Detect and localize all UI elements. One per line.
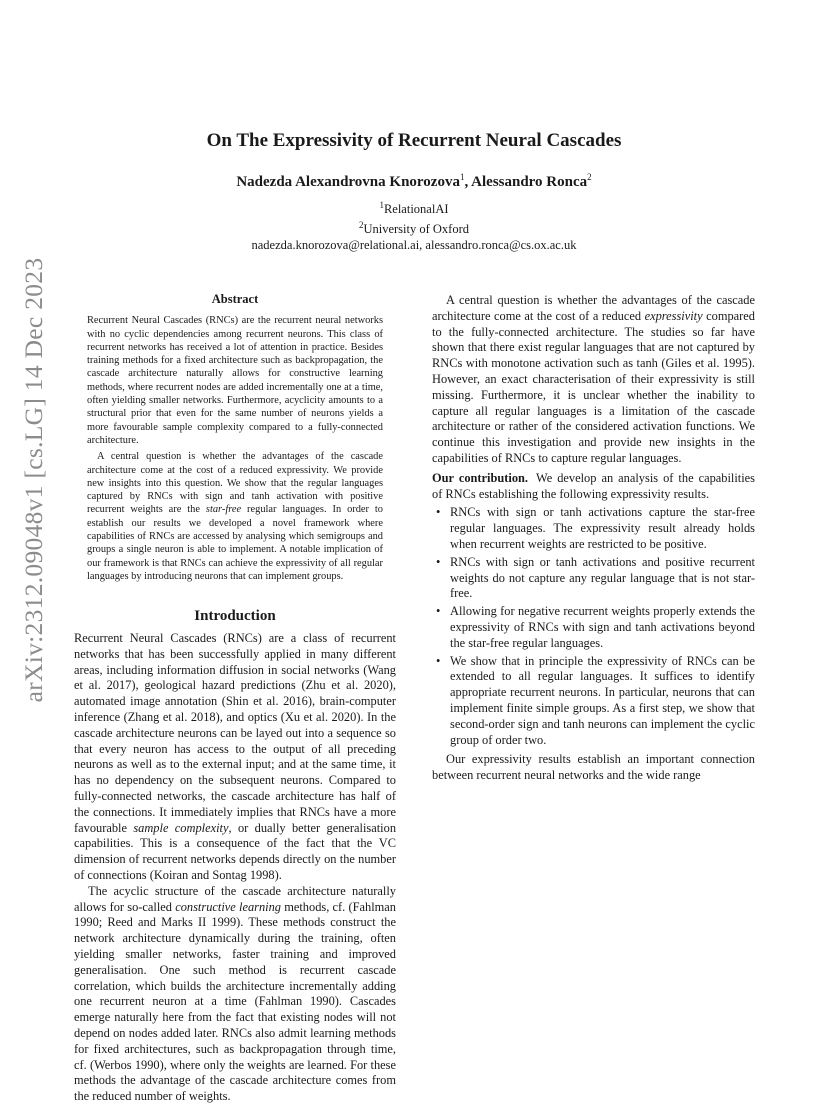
author-2-affil-mark: 2	[587, 172, 592, 182]
intro-p2-text-a: The acyclic structure of the cascade architecture naturally allows for so-called	[74, 883, 396, 914]
author-2-name: Alessandro Ronca	[471, 174, 588, 190]
paper-title: On The Expressivity of Recurrent Neural Cascades	[206, 130, 622, 151]
intro-paragraph-3	[432, 293, 755, 467]
contribution-paragraph	[432, 471, 755, 503]
contribution-lead: We develop an analysis of the capabilities of RNCs establishing the following expressivity results.	[432, 470, 755, 501]
contribution-heading: Our contribution.	[432, 470, 529, 485]
abstract-p2-text-a: A central question is whether the advantages of the cascade architecture come at the cost of a reduced expressivity. We provide new insights into this question. We show that the regular languages captured by RNCs with sign and tanh activation with positive recurrent weights are the	[87, 451, 383, 516]
intro-p1-emphasis: sample complexity	[133, 820, 229, 835]
affiliation-2	[0, 217, 828, 237]
intro-p1-text-a: Recurrent Neural Cascades (RNCs) are a class of recurrent networks that has been successfully applied in many different areas, including information diffusion in social networks (Wang et al. 2017), geological hazard predictions (Zhu et al. 2020), automated image annotation (Shin et al. 2016), brain-computer inference (Zhang et al. 2018), and optics (Xu et al. 2020). In the cascade architecture neurons can be layed out into a sequence so that every neuron has access to the output of all preceding neurons as well as to the external input; and at the same time, it has no dependency on the subsequent neurons. Compared to fully-connected networks, the cascade architecture has half of the connections. It immediately implies that RNCs have a more favourable	[74, 631, 396, 835]
abstract-heading: Abstract	[211, 292, 259, 306]
abstract-paragraph-1: Recurrent Neural Cascades (RNCs) are the recurrent neural networks with no cyclic dependencies among recurrent neurons. This class of recurrent networks has received a lot of attention in practice. Besides training methods for a fixed architecture such as backpropagation, the cascade architecture naturally allows for constructive learning methods, where recurrent nodes are added incrementally one at a time, often yielding smaller networks. Furthermore, acyclicity amounts to a structural prior that even for the same number of neurons yields a more favourable sample complexity compared to a fully-connected architecture.	[87, 315, 383, 446]
bullet-dot-icon: •	[436, 604, 441, 619]
introduction-heading: Introduction	[194, 608, 276, 625]
contribution-bullet-2	[432, 555, 755, 602]
affiliation-1-mark: 1	[379, 200, 384, 210]
abstract-section	[87, 293, 383, 583]
author-emails: nadezda.knorozova@relational.ai, alessandro.ronca@cs.ox.ac.uk	[251, 238, 577, 253]
affiliations-block	[0, 197, 828, 253]
intro-p2-text-b: methods, cf. (Fahlman 1990; Reed and Marks II 1999). These methods construct the network architecture dynamically during the training, often yielding smaller networks, faster training and improved generalisation. One such method is recurrent cascade correlation, which builds the architecture incrementally adding one recurrent neuron at a time (Fahlman 1990). Cascades emerge naturally here from the fact that existing nodes will not depend on nodes added later. RNCs also admit learning methods for fixed architectures, such as backpropagation through time, cf. (Werbos 1990), where only the weights are learned. For these methods the advantage of the cascade architecture comes from the reduced number of weights.	[74, 899, 396, 1104]
abstract-p2-emphasis: star-free	[205, 504, 242, 516]
affiliation-2-mark: 2	[358, 220, 364, 231]
contribution-bullet-4	[432, 654, 755, 749]
author-1-name: Nadezda Alexandrovna Knorozova	[236, 174, 460, 190]
right-column	[432, 293, 755, 784]
contribution-bullet-4-text: We show that in principle the expressivity of RNCs can be extended to all regular languages. It suffices to identify appropriate recurrent neurons. In particular, neurons that can implement finite simple groups. As a first step, we show that second-order sign and tanh neurons can implement the cyclic group of order two.	[450, 653, 755, 747]
arxiv-identifier-stamp	[14, 257, 54, 703]
author-1-affil-mark: 1	[459, 172, 465, 182]
intro-p2-emphasis: constructive learning	[175, 899, 281, 914]
abstract-p2-text-b: regular languages. In order to establish our results we developed a novel framework where capabilities of RNCs are accessed by analysing which semigroups and groups a single neuron is able to implement. A notable implication of our framework is that RNCs can achieve the expressivity of all regular languages by introducing neurons that can implement groups.	[87, 504, 383, 582]
contribution-bullet-3	[432, 604, 755, 651]
intro-p1-text-b: , or dually better generalisation capabilities. This is a consequence of the fact that the VC dimension of recurrent networks depends directly on the number of connections (Koiran and Sontag 1998).	[74, 820, 397, 882]
contribution-bullet-1	[432, 505, 755, 552]
intro-p3-text-b: compared to the fully-connected architecture. The studies so far have shown that there exist regular languages that are not captured by RNCs with monotone activation such as tanh (Giles et al. 1995). However, an exact characterisation of their expressivity is still missing. Furthermore, it is unclear whether the inability to capture all regular languages is a limitation of the cascade architecture or rather of the considered activation functions. We continue this investigation and provide new insights in the capabilities of RNCs to capture regular languages.	[432, 308, 756, 465]
contribution-bullet-2-text: RNCs with sign or tanh activations and positive recurrent weights do not capture any regular language that is not star-free.	[450, 554, 755, 601]
bullet-dot-icon: •	[436, 554, 441, 569]
closing-paragraph: Our expressivity results establish an important connection between recurrent neural networks and the wide range	[432, 752, 755, 783]
arxiv-identifier-text: arXiv:2312.09048v1 [cs.LG] 14 Dec 2023	[19, 257, 48, 703]
contribution-list	[432, 505, 755, 748]
intro-p3-emphasis: expressivity	[644, 308, 703, 323]
intro-paragraph-1	[74, 631, 396, 884]
contribution-bullet-3-text: Allowing for negative recurrent weights properly extends the expressivity of RNCs with sign and tanh activations beyond the star-free regular languages.	[450, 604, 755, 650]
left-column	[74, 293, 396, 1105]
abstract-paragraph-2	[87, 450, 383, 583]
affiliation-1-name: RelationalAI	[383, 202, 449, 217]
contribution-bullet-1-text: RNCs with sign or tanh activations capture the star-free regular languages. The expressivity result already holds when recurrent weights are restricted to be positive.	[450, 505, 755, 551]
author-line	[0, 172, 828, 191]
intro-p3-text-a: A central question is whether the advantages of the cascade architecture come at the cost of a reduced	[432, 293, 755, 323]
bullet-dot-icon: •	[436, 653, 441, 668]
affiliation-1	[0, 197, 828, 217]
author-separator: ,	[464, 174, 472, 190]
affiliation-2-name: University of Oxford	[363, 222, 470, 237]
bullet-dot-icon: •	[436, 505, 441, 520]
